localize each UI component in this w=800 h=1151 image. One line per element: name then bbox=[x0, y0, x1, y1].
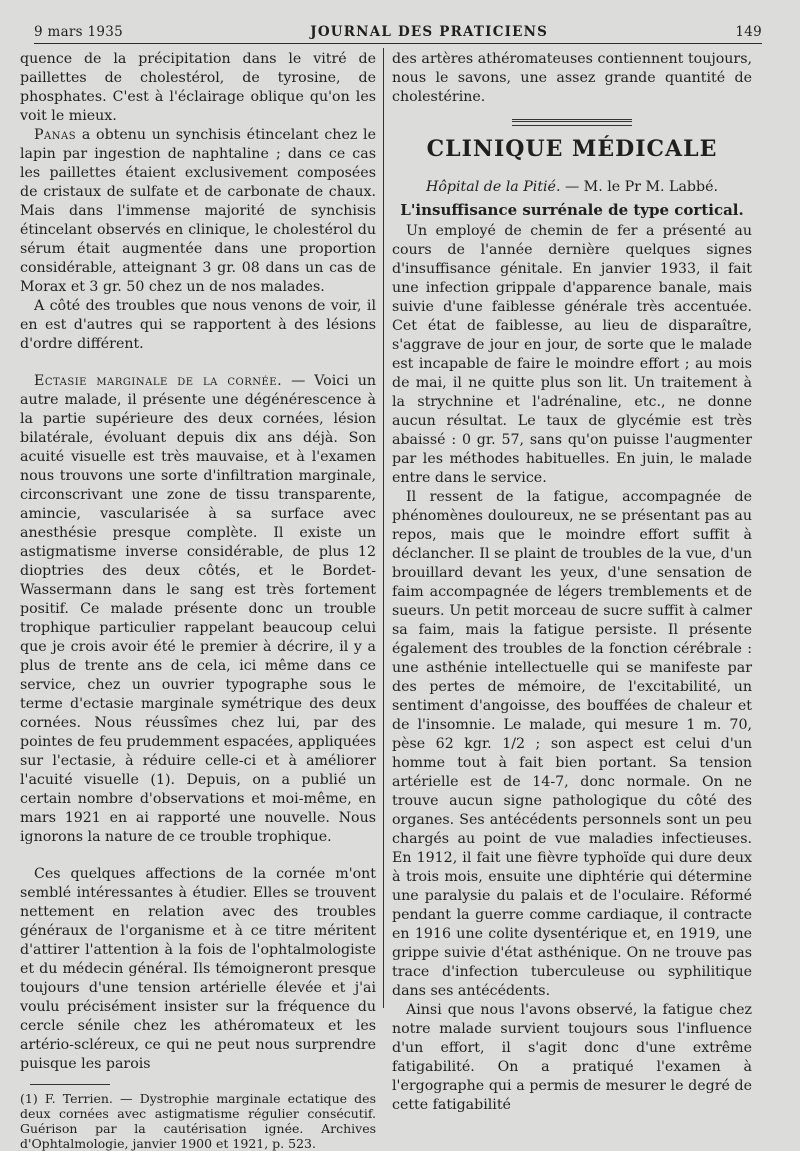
left-paragraph-4-text: — Voici un autre malade, il présente une dégénérescence à la partie supérieure des deux cornées, lésion bilatérale, évoluant depuis dix ans déjà. Son acuité visuelle est très mauvaise, et à l'examen nous trouvons une sorte d'infiltration marginale, circonscrivant une zone de tissu transparente, amincie, vascularisée à sa surface avec anesthésie presque complète. Il existe un astigmatisme inverse considérable, de plus 12 dioptries des deux côtés, et le Bordet-Wassermann dans le sang est très fortement positif. Ce malade présente donc un trouble trophique particulier rappelant beaucoup celui que je crois avoir été le premier à décrire, il y a plus de trente ans de cela, ici même dans ce service, chez un ouvrier typographe sous le terme d'ectasie marginale symétrique des deux cornées. Nous réussîmes chez lui, par des pointes de feu prudemment espacées, appliquées sur l'ectasie, à réduire celle-ci et à améliorer l'acuité visuelle (1). Depuis, on a publié un certain nombre d'observations et moi-même, en mars 1921 en ai rapporté une nouvelle. Nous ignorons la nature de ce trouble trophique. bbox=[20, 373, 376, 845]
hospital-name: Hôpital de la Pitié. bbox=[426, 179, 561, 195]
professor-name: — M. le Pr M. Labbé. bbox=[560, 179, 718, 195]
left-column bbox=[20, 50, 376, 1151]
section-rule bbox=[512, 119, 632, 126]
left-paragraph-1: quence de la précipitation dans le vitré de paillettes de cholestérol, de tyrosine, de phosphates. C'est à l'éclairage oblique qu'on les voit le mieux. bbox=[20, 51, 376, 124]
subsection-heading: Ectasie marginale de la cornée. bbox=[34, 373, 283, 389]
article-title: L'insuffisance surrénale de type cortical. bbox=[400, 201, 744, 219]
left-paragraph-4 bbox=[20, 372, 376, 847]
spacer bbox=[20, 847, 376, 865]
section-title: CLINIQUE MÉDICALE bbox=[426, 136, 718, 162]
right-paragraph-2: Un employé de chemin de fer a présenté au cours de l'année dernière quelques signes d'insuffisance génitale. En janvier 1933, il fait une infection grippale d'apparence banale, mais suivie d'une faiblesse générale très accentuée. Cet état de faiblesse, au lieu de disparaître, s'aggrave de jour en jour, de sorte que le malade est incapable de faire le moindre effort ; au mois de mai, il ne quitte plus son lit. Un traitement à la strychnine et l'adrénaline, etc., ne donne aucun résultat. Le taux de glycémie est très abaissé : 0 gr. 57, sans qu'on puisse l'augmenter par les méthodes habituelles. En juin, le malade entre dans le service. bbox=[392, 223, 752, 486]
header-page-number: 149 bbox=[735, 24, 762, 40]
footnote: (1) F. Terrien. — Dystrophie marginale ectatique des deux cornées avec astigmatisme régulier consécutif. Guérison par la cautérisation ignée. Archives d'Ophtalmologie, janvier 1900 et 1921, p. 523. bbox=[20, 1091, 376, 1151]
column-divider bbox=[383, 48, 384, 1008]
page-header bbox=[34, 14, 762, 44]
hospital-line bbox=[392, 178, 752, 197]
right-paragraph-4: Ainsi que nous l'avons observé, la fatigue chez notre malade survient toujours sous l'influence d'un effort, il s'agit donc d'une extrême fatigabilité. On a pratiqué l'examen à l'ergographe qui a permis de mesurer le degré de cette fatigabilité bbox=[392, 1002, 752, 1113]
author-name-panas: Panas bbox=[34, 127, 77, 143]
header-journal-title: JOURNAL DES PRATICIENS bbox=[310, 24, 549, 40]
footnote-rule bbox=[30, 1084, 110, 1085]
right-column bbox=[392, 50, 752, 1113]
spacer bbox=[20, 354, 376, 372]
left-paragraph-5: Ces quelques affections de la cornée m'ont semblé intéressantes à étudier. Elles se trouvent nettement en relation avec des troubles généraux de l'organisme et à ce titre méritent d'attirer l'attention à la fois de l'ophtalmologiste et du médecin général. Ils témoigneront presque toujours d'une tension artérielle élevée et j'ai voulu précisément insister sur la fréquence du cercle sénile chez les athéromateux et les artério-scléreux, ce qui ne peut nous surprendre puisque les parois bbox=[20, 866, 376, 1072]
right-paragraph-3: Il ressent de la fatigue, accompagnée de phénomènes douloureux, ne se présentant pas au repos, mais que le moindre effort suffit à déclancher. Il se plaint de troubles de la vue, d'un brouillard devant les yeux, d'une sensation de faim accompagnée de légers tremblements et de sueurs. Un petit morceau de sucre suffit à calmer sa faim, mais la fatigue persiste. Il présente également des troubles de la fonction cérébrale : une asthénie intellectuelle qui se manifeste par des pertes de mémoire, de l'excitabilité, un sentiment d'angoisse, des bouffées de chaleur et de l'insomnie. Le malade, qui mesure 1 m. 70, pèse 62 kgr. 1/2 ; son aspect est celui d'un homme tout à fait bien portant. Sa tension artérielle est de 14-7, donc normale. On ne trouve aucun signe pathologique du côté des organes. Ses antécédents personnels sont un peu chargés au point de vue maladies infectieuses. En 1912, il fait une fièvre typhoïde qui dure deux à trois mois, ensuite une diphtérie qui détermine une paralysie du palais et de l'oculaire. Réformé pendant la guerre comme cardiaque, il contracte en 1916 une colite dysentérique et, en 1919, une grippe suivie d'état asthénique. On ne trouve pas trace d'infection tuberculeuse ou syphilitique dans ses antécédents. bbox=[392, 489, 752, 999]
left-paragraph-3: A côté des troubles que nous venons de voir, il en est d'autres qui se rapportent à des lésions d'ordre différent. bbox=[20, 298, 376, 352]
header-date: 9 mars 1935 bbox=[34, 24, 124, 40]
right-paragraph-1: des artères athéromateuses contiennent toujours, nous le savons, une assez grande quantité de cholestérine. bbox=[392, 51, 752, 105]
left-paragraph-2 bbox=[20, 126, 376, 297]
left-paragraph-2-text: a obtenu un synchisis étincelant chez le lapin par ingestion de naphtaline ; dans ce cas les paillettes étaient exclusivement composées de cristaux de sulfate et de carbonate de chaux. Mais dans l'immense majorité de synchisis étincelant observés en clinique, le cholestérol du sérum était augmentée dans une proportion considérable, atteignant 3 gr. 08 dans un cas de Morax et 3 gr. 50 chez un de nos malades. bbox=[20, 127, 376, 295]
